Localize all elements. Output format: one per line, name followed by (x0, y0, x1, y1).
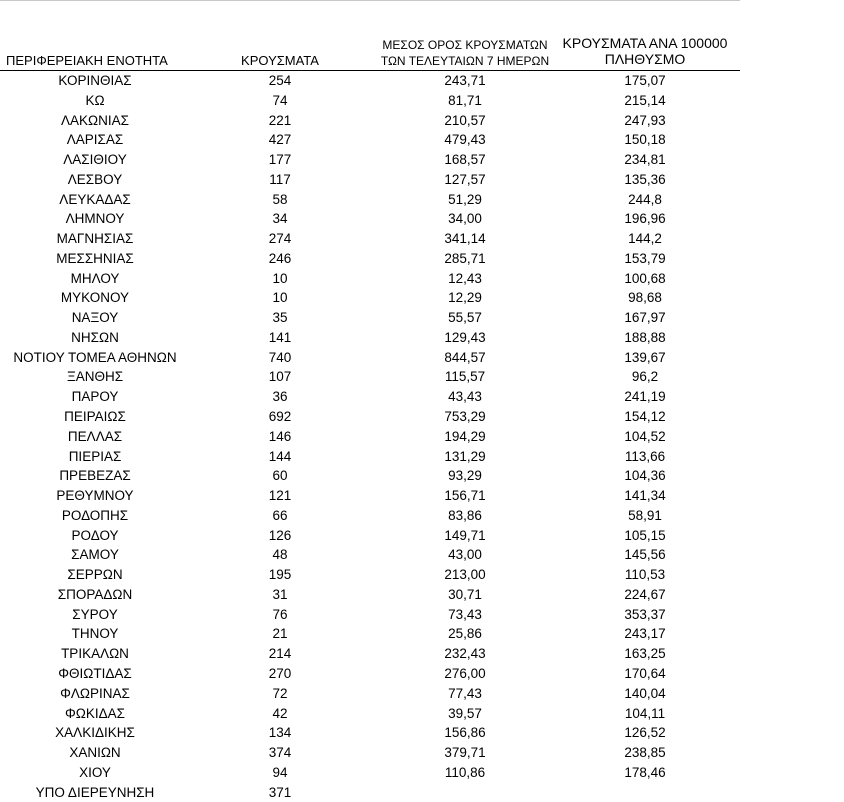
region-cell: ΣΥΡΟΥ (72, 606, 118, 622)
avg7-cell: 243,71 (444, 73, 486, 88)
avg7-cell: 81,71 (448, 92, 482, 108)
cases-cell: 270 (268, 665, 292, 681)
table-row (0, 150, 740, 170)
cases-cell: 221 (268, 112, 292, 128)
table-row (0, 190, 740, 210)
table-row (0, 486, 740, 506)
avg7-cell: 149,71 (444, 527, 486, 543)
region-cell: ΛΕΥΚΑΔΑΣ (59, 191, 131, 207)
cases-cell: 214 (268, 646, 292, 662)
avg7-cell: 213,00 (444, 567, 486, 583)
per100k-cell: 58,91 (628, 507, 662, 523)
cases-cell: 740 (268, 349, 292, 365)
table-row (0, 644, 740, 664)
header-avg-line2: ΤΩΝ ΤΕΛΕΥΤΑΙΩΝ 7 ΗΜΕΡΩΝ (380, 54, 550, 68)
avg7-cell: 131,29 (444, 448, 486, 464)
cases-cell: 76 (272, 606, 288, 622)
avg7-cell: 379,71 (444, 745, 486, 761)
cases-cell: 134 (268, 725, 292, 741)
avg7-cell: 83,86 (448, 507, 482, 523)
cases-cell: 36 (272, 389, 288, 405)
region-cell: ΚΩ (85, 92, 105, 108)
region-cell: ΜΥΚΟΝΟΥ (60, 290, 130, 306)
per100k-cell: 188,88 (624, 329, 666, 345)
cases-cell: 60 (272, 468, 288, 484)
table-row (0, 91, 740, 111)
avg7-cell: 127,57 (444, 171, 486, 187)
cases-cell: 107 (268, 369, 292, 385)
region-cell: ΠΙΕΡΙΑΣ (68, 448, 122, 464)
table-row (0, 565, 740, 585)
per100k-cell: 104,36 (624, 468, 666, 484)
table-row (0, 743, 740, 763)
avg7-cell: 93,29 (448, 468, 482, 484)
table-row (0, 269, 740, 289)
cases-cell: 427 (268, 132, 292, 148)
per100k-cell: 247,93 (624, 112, 666, 128)
table-row (0, 308, 740, 328)
table-row (0, 684, 740, 704)
per100k-cell: 153,79 (624, 250, 666, 266)
cases-cell: 126 (268, 527, 292, 543)
cases-cell: 374 (268, 745, 292, 761)
header-per-100k (550, 35, 740, 67)
avg7-cell: 341,14 (444, 231, 486, 247)
table-row (0, 367, 740, 387)
per100k-cell: 140,04 (624, 685, 666, 701)
table-row (0, 387, 740, 407)
region-cell: ΦΛΩΡΙΝΑΣ (60, 685, 130, 701)
per100k-cell: 238,85 (624, 745, 666, 761)
per100k-cell: 167,97 (624, 310, 666, 326)
region-cell: ΛΕΣΒΟΥ (67, 171, 123, 187)
region-cell: ΤΗΝΟΥ (71, 626, 119, 642)
avg7-cell: 34,00 (448, 211, 482, 227)
cases-cell: 195 (268, 567, 292, 583)
per100k-cell: 241,19 (624, 389, 666, 405)
cases-cell: 141 (268, 329, 292, 345)
avg7-cell: 43,00 (448, 547, 482, 563)
cases-cell: 21 (272, 626, 288, 642)
header-region: ΠΕΡΙΦΕΡΕΙΑΚΗ ΕΝΟΤΗΤΑ (6, 53, 168, 68)
cases-cell: 246 (268, 250, 292, 266)
per100k-cell: 170,64 (624, 665, 666, 681)
avg7-cell: 232,43 (444, 646, 486, 662)
region-cell: ΛΑΡΙΣΑΣ (66, 132, 124, 148)
region-cell: ΚΟΡΙΝΘΙΑΣ (58, 73, 132, 88)
top-rule (0, 0, 740, 1)
cases-cell: 42 (272, 705, 288, 721)
per100k-cell: 96,2 (631, 369, 659, 385)
per100k-cell: 104,11 (624, 705, 666, 721)
per100k-cell: 163,25 (624, 646, 666, 662)
cases-cell: 177 (268, 152, 292, 168)
avg7-cell: 168,57 (444, 152, 486, 168)
table-row (0, 348, 740, 368)
data-table-body (0, 71, 740, 802)
avg7-cell: 479,43 (444, 132, 486, 148)
region-cell: ΡΟΔΟΠΗΣ (61, 507, 129, 523)
table-row (0, 328, 740, 348)
avg7-cell: 285,71 (444, 250, 486, 266)
cases-cell: 371 (268, 784, 292, 800)
per100k-cell: 234,81 (624, 152, 666, 168)
cases-cell: 58 (272, 191, 288, 207)
avg7-cell: 25,86 (448, 626, 482, 642)
region-cell: ΣΕΡΡΩΝ (67, 567, 123, 583)
per100k-cell: 175,07 (624, 73, 666, 88)
table-row (0, 130, 740, 150)
cases-cell: 274 (268, 231, 292, 247)
avg7-cell: 156,71 (444, 488, 486, 504)
avg7-cell: 43,43 (448, 389, 482, 405)
avg7-cell: 12,43 (448, 270, 482, 286)
header-per100k-line1: ΚΡΟΥΣΜΑΤΑ ΑΝΑ 100000 (562, 35, 728, 51)
avg7-cell: 77,43 (448, 685, 482, 701)
avg7-cell: 110,86 (444, 764, 486, 780)
table-row (0, 624, 740, 644)
region-cell: ΡΕΘΥΜΝΟΥ (56, 488, 134, 504)
region-cell: ΥΠΟ ΔΙΕΡΕΥΝΗΣΗ (35, 784, 155, 800)
cases-cell: 34 (272, 211, 288, 227)
cases-cell: 692 (268, 409, 292, 425)
region-cell: ΠΕΙΡΑΙΩΣ (64, 409, 126, 425)
table-row (0, 427, 740, 447)
avg7-cell: 210,57 (444, 112, 486, 128)
per100k-cell: 244,8 (628, 191, 662, 207)
region-cell: ΝΗΣΩΝ (71, 329, 119, 345)
cases-cell: 35 (272, 310, 288, 326)
table-row (0, 288, 740, 308)
region-cell: ΧΙΟΥ (79, 764, 111, 780)
avg7-cell: 39,57 (448, 705, 482, 721)
per100k-cell: 104,52 (624, 428, 666, 444)
table-row (0, 229, 740, 249)
cases-cell: 254 (268, 73, 292, 88)
table-row (0, 209, 740, 229)
region-cell: ΡΟΔΟΥ (71, 527, 119, 543)
cases-cell: 10 (272, 270, 288, 286)
table-row (0, 111, 740, 131)
region-cell: ΞΑΝΘΗΣ (66, 369, 124, 385)
avg7-cell: 129,43 (444, 329, 486, 345)
table-row (0, 71, 740, 91)
region-cell: ΜΗΛΟΥ (70, 270, 120, 286)
per100k-cell: 100,68 (624, 270, 666, 286)
region-cell: ΜΑΓΝΗΣΙΑΣ (56, 231, 134, 247)
region-cell: ΦΘΙΩΤΙΔΑΣ (58, 665, 132, 681)
header-per100k-line2: ΠΛΗΘΥΣΜΟ (604, 51, 686, 67)
per100k-cell: 215,14 (624, 92, 666, 108)
avg7-cell: 12,29 (448, 290, 482, 306)
avg7-cell: 51,29 (448, 191, 482, 207)
region-cell: ΣΑΜΟΥ (71, 547, 119, 563)
per100k-cell: 145,56 (624, 547, 666, 563)
per100k-cell: 196,96 (624, 211, 666, 227)
avg7-cell: 276,00 (444, 665, 486, 681)
region-cell: ΠΑΡΟΥ (71, 389, 119, 405)
table-row (0, 526, 740, 546)
per100k-cell: 135,36 (624, 171, 666, 187)
avg7-cell: 73,43 (448, 606, 482, 622)
per100k-cell: 353,37 (624, 606, 666, 622)
cases-cell: 144 (268, 448, 292, 464)
region-cell: ΛΑΣΙΘΙΟΥ (63, 152, 127, 168)
cases-cell: 94 (272, 764, 288, 780)
avg7-cell: 194,29 (444, 428, 486, 444)
table-row (0, 723, 740, 743)
avg7-cell: 156,86 (444, 725, 486, 741)
per100k-cell: 178,46 (624, 764, 666, 780)
per100k-cell: 105,15 (624, 527, 666, 543)
per100k-cell: 110,53 (624, 567, 666, 583)
table-row (0, 447, 740, 467)
per100k-cell: 139,67 (624, 349, 666, 365)
table-row (0, 407, 740, 427)
table-row (0, 605, 740, 625)
per100k-cell: 126,52 (624, 725, 666, 741)
cases-cell: 10 (272, 290, 288, 306)
per100k-cell: 154,12 (624, 409, 666, 425)
per100k-cell: 98,68 (628, 290, 662, 306)
region-cell: ΧΑΛΚΙΔΙΚΗΣ (55, 725, 135, 741)
table-row (0, 545, 740, 565)
avg7-cell: 30,71 (448, 586, 482, 602)
table-row (0, 704, 740, 724)
avg7-cell: 753,29 (444, 409, 486, 425)
avg7-cell: 55,57 (448, 310, 482, 326)
table-row (0, 506, 740, 526)
cases-cell: 121 (268, 488, 292, 504)
table-row (0, 763, 740, 783)
region-cell: ΤΡΙΚΑΛΩΝ (61, 646, 129, 662)
per100k-cell: 243,17 (624, 626, 666, 642)
cases-cell: 72 (272, 685, 288, 701)
region-cell: ΦΩΚΙΔΑΣ (65, 705, 125, 721)
region-cell: ΠΕΛΛΑΣ (67, 428, 123, 444)
cases-cell: 117 (269, 171, 291, 187)
header-avg-line1: ΜΕΣΟΣ ΟΡΟΣ ΚΡΟΥΣΜΑΤΩΝ (382, 38, 548, 52)
header-cases: ΚΡΟΥΣΜΑΤΑ (241, 53, 319, 68)
cases-cell: 74 (272, 92, 288, 108)
table-row (0, 170, 740, 190)
table-row (0, 664, 740, 684)
avg7-cell: 115,57 (444, 369, 486, 385)
region-cell: ΝΑΞΟΥ (71, 310, 119, 326)
region-cell: ΜΕΣΣΗΝΙΑΣ (56, 250, 134, 266)
table-row (0, 466, 740, 486)
per100k-cell: 150,18 (624, 132, 666, 148)
per100k-cell: 113,66 (624, 448, 666, 464)
region-cell: ΝΟΤΙΟΥ ΤΟΜΕΑ ΑΘΗΝΩΝ (13, 349, 177, 365)
table-row (0, 249, 740, 269)
avg7-cell: 844,57 (444, 349, 486, 365)
cases-cell: 31 (272, 586, 288, 602)
table-row (0, 783, 740, 802)
cases-cell: 146 (268, 428, 292, 444)
cases-cell: 48 (272, 547, 288, 563)
per100k-cell: 224,67 (624, 586, 666, 602)
region-cell: ΧΑΝΙΩΝ (69, 745, 121, 761)
per100k-cell: 144,2 (628, 231, 662, 247)
table-row (0, 585, 740, 605)
region-cell: ΛΑΚΩΝΙΑΣ (61, 112, 129, 128)
region-cell: ΠΡΕΒΕΖΑΣ (59, 468, 131, 484)
region-cell: ΣΠΟΡΑΔΩΝ (57, 586, 133, 602)
header-avg-7days (370, 37, 560, 69)
cases-cell: 66 (272, 507, 288, 523)
region-cell: ΛΗΜΝΟΥ (65, 211, 125, 227)
per100k-cell: 141,34 (624, 488, 666, 504)
